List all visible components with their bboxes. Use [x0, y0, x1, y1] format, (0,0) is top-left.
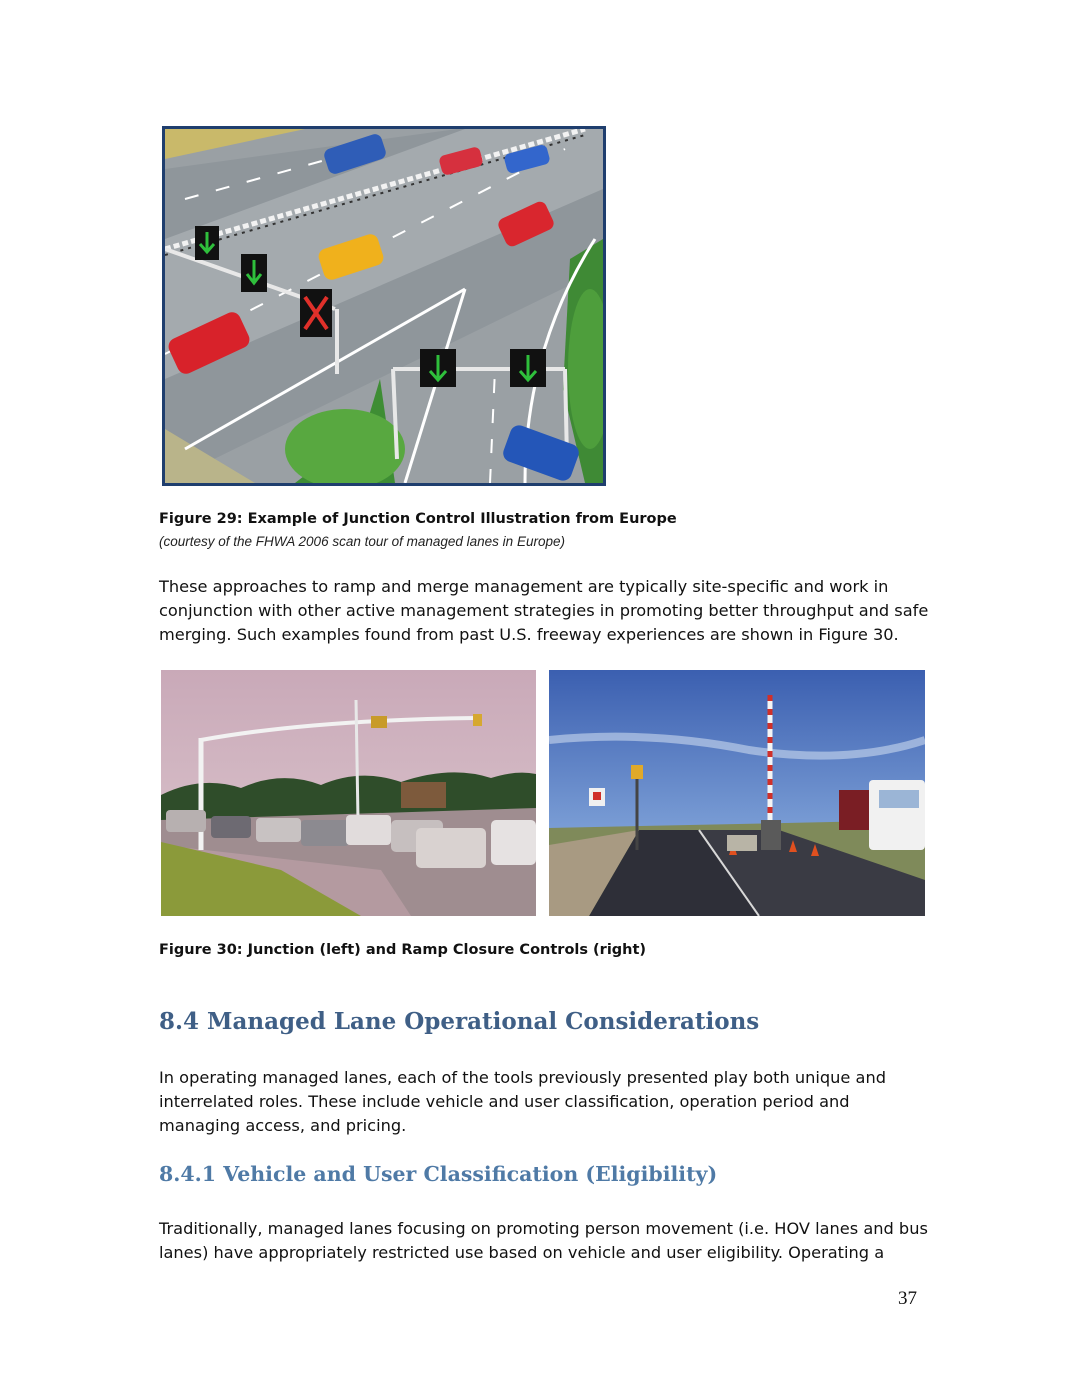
section-8-4-1-heading: 8.4.1 Vehicle and User Classification (Eligibility) — [159, 1162, 718, 1186]
section-8-4-paragraph: In operating managed lanes, each of the tools previously presented play both unique and interrelated roles. These include vehicle and user classification, operation period and managing access, and pricing. — [159, 1068, 886, 1135]
figure-30-ramp-closure-photo — [549, 670, 925, 916]
page-number: 37 — [898, 1288, 917, 1309]
figure-29-caption: Figure 29: Example of Junction Control Illustration from Europe — [159, 511, 677, 527]
figure-30-caption: Figure 30: Junction (left) and Ramp Closure Controls (right) — [159, 942, 647, 958]
section-8-4-1-paragraph: Traditionally, managed lanes focusing on promoting person movement (i.e. HOV lanes and bus lanes) have appropriately restricted use based on vehicle and user eligibility. Operating a — [159, 1219, 928, 1262]
paragraph-ramp-merge: These approaches to ramp and merge management are typically site-specific and work in conjunction with other active management strategies in promoting better throughput and safe merging. Such examples found from past U.S. freeway experiences are shown in Figure 30. — [159, 577, 929, 644]
figure-29-illustration — [162, 126, 606, 486]
figure-29-credit: (courtesy of the FHWA 2006 scan tour of managed lanes in Europe) — [159, 534, 565, 549]
section-8-4-heading: 8.4 Managed Lane Operational Considerations — [159, 1008, 760, 1035]
figure-30-junction-photo — [161, 670, 536, 916]
